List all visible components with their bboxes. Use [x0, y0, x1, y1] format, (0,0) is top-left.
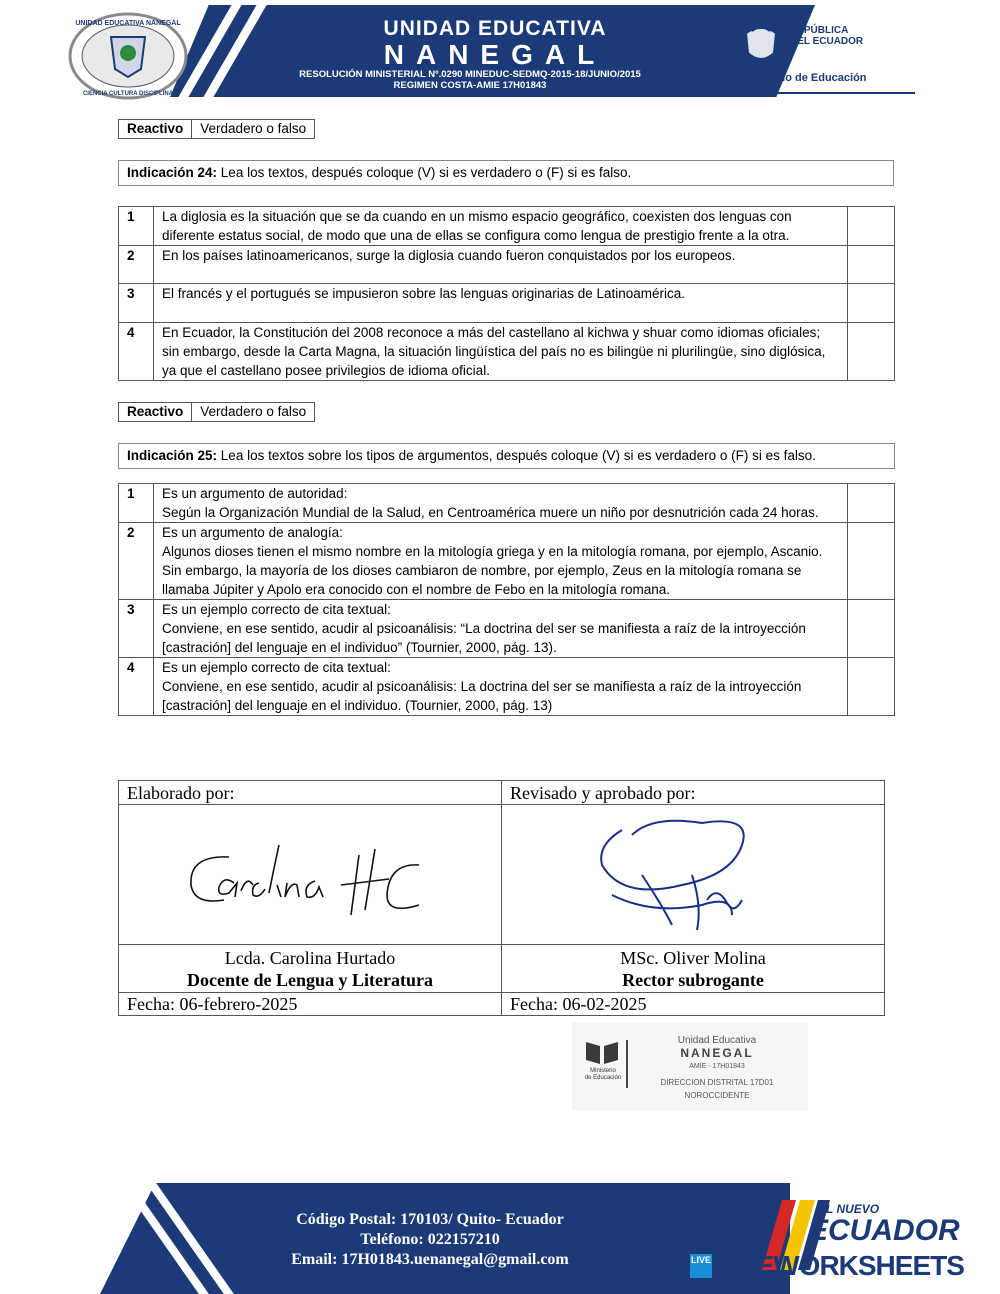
question-table-25: [118, 483, 895, 716]
answer-cell[interactable]: [848, 484, 895, 523]
svg-text:UNIDAD EDUCATIVA NANEGAL: UNIDAD EDUCATIVA NANEGAL: [75, 20, 181, 27]
prepared-signature: [119, 805, 502, 945]
book-icon: [584, 1038, 620, 1066]
table-row: 4 Es un ejemplo correcto de cita textual: Conviene, en ese sentido, acudir al psicoanálisis: La doctrina del ser se manifiesta a raíz de la introyección [castración] del lenguaje en el individuo. (Tournier, 2000, pág. 13): [119, 658, 895, 716]
prepared-date: Fecha: 06-febrero-2025: [119, 993, 502, 1016]
signature-table: [118, 780, 885, 1016]
answer-cell[interactable]: [848, 658, 895, 716]
table-row: 3 Es un ejemplo correcto de cita textual: Conviene, en ese sentido, acudir al psicoanálisis: “La doctrina del ser se manifiesta a raíz de la introyección [castración] del lenguaje en el individuo” (Tournier, 2000, pág. 13).: [119, 600, 895, 658]
page-footer: [0, 1180, 1000, 1294]
indication-24: Indicación 24: Lea los textos, después coloque (V) si es verdadero o (F) si es falso.: [118, 160, 894, 186]
table-row: 2 En los países latinoamericanos, surge la diglosia cuando fueron conquistados por los europeos.: [119, 246, 895, 284]
reactivo-value: Verdadero o falso: [192, 120, 315, 139]
prepared-name: Lcda. Carolina Hurtado: [224, 947, 396, 968]
svg-text:CIENCIA CULTURA DISCIPLINA: CIENCIA CULTURA DISCIPLINA: [82, 91, 174, 97]
reviewed-label: Revisado y aprobado por:: [502, 781, 885, 805]
answer-cell[interactable]: [848, 284, 895, 323]
reactivo-table-2: [118, 402, 315, 422]
answer-cell[interactable]: [848, 523, 895, 600]
school-logo: [67, 11, 189, 101]
school-name-line1: UNIDAD EDUCATIVA: [383, 17, 607, 40]
signature-oliver: [502, 805, 884, 939]
brand-small-text: EL NUEVO: [818, 1202, 880, 1216]
table-row: 1 Es un argumento de autoridad: Según la Organización Mundial de la Salud, en Centroamérica muere un niño por desnutrición cada 24 horas.: [119, 484, 895, 523]
table-row: 3 El francés y el portugués se impusieron sobre las lenguas originarias de Latinoamérica.: [119, 284, 895, 323]
signature-carolina: [119, 805, 501, 939]
reviewed-signature: [502, 805, 885, 945]
page-header: [55, 5, 915, 100]
table-row: 2 Es un argumento de analogía: Algunos dioses tienen el mismo nombre en la mitología griega y en la mitología romana, por ejemplo, Ascanio. Sin embargo, la mayoría de los dioses cambiaron de nombre, por ejemplo, Zeus en la mitología romana se llamaba Júpiter y Apolo era conocido con el nombre de Febo en la mitología romana.: [119, 523, 895, 600]
liveworksheets-watermark: LIVEWORKSHEETS: [715, 1250, 964, 1281]
answer-cell[interactable]: [848, 207, 895, 246]
ecuador-shield-icon: [738, 23, 784, 65]
answer-cell[interactable]: [848, 323, 895, 381]
question-table-24: [118, 206, 895, 381]
answer-cell[interactable]: [848, 246, 895, 284]
reactivo-label: Reactivo: [119, 120, 192, 139]
resolution-text: RESOLUCIÓN MINISTERIAL Nº.0290 MINEDUC-SEDMQ-2015-18/JUNIO/2015 REGIMEN COSTA-AMIE 17H01843: [299, 69, 641, 91]
brand-big-text: ECUADOR: [808, 1214, 960, 1247]
footer-contact: Código Postal: 170103/ Quito- Ecuador Teléfono: 022157210 Email: 17H01843.uenanegal@gmail.com: [291, 1211, 569, 1268]
indication-25: Indicación 25: Lea los textos sobre los tipos de argumentos, después coloque (V) si es verdadero o (F) si es falso.: [118, 443, 895, 469]
reviewed-role: Rector subrogante: [622, 969, 764, 990]
liveworksheets-badge: LIVE: [690, 1254, 712, 1278]
table-row: 4 En Ecuador, la Constitución del 2008 reconoce a más del castellano al kichwa y shuar como idiomas oficiales; sin embargo, desde la Carta Magna, la situación lingüística del país no es bilingüe ni plurilingüe, sino diglósica, ya que el castellano posee privilegios de idioma oficial.: [119, 323, 895, 381]
prepared-role: Docente de Lengua y Literatura: [187, 969, 433, 990]
answer-cell[interactable]: [848, 600, 895, 658]
reviewed-date: Fecha: 06-02-2025: [502, 993, 885, 1016]
ministry-label: Ministerio de Educación: [740, 72, 867, 84]
reviewed-name: MSc. Oliver Molina: [620, 947, 766, 968]
republic-label: REPÚBLICA DEL ECUADOR: [790, 25, 864, 47]
school-name-line2: NANEGAL: [383, 39, 607, 70]
table-row: 1 La diglosia es la situación que se da cuando en un mismo espacio geográfico, coexisten dos lenguas con diferente estatus social, de modo que una de ellas se configura como lengua de prestigio frente a la otra.: [119, 207, 895, 246]
school-stamp: Ministerio de Educación Unidad Educativa NANEGAL AMIE - 17H01843 DIRECCION DISTRITAL 17D01 NOROCCIDENTE: [572, 1022, 808, 1110]
reactivo-label: Reactivo: [119, 403, 192, 422]
reactivo-table-1: [118, 119, 315, 139]
reactivo-value: Verdadero o falso: [192, 403, 315, 422]
prepared-label: Elaborado por:: [119, 781, 502, 805]
